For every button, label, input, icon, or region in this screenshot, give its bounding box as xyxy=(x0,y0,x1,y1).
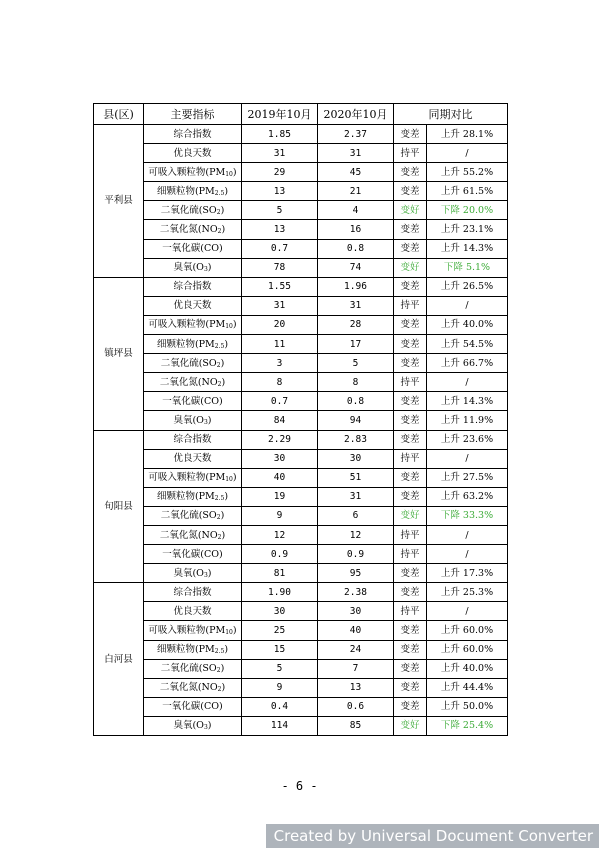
trend-change: 上升 11.9% xyxy=(427,411,508,430)
value-2019: 0.4 xyxy=(242,697,318,716)
indicator-tail: ) xyxy=(232,166,237,178)
table-row xyxy=(94,201,508,220)
indicator-name xyxy=(144,621,242,640)
page-number: - 6 - xyxy=(281,779,318,793)
trend-status: 变好 xyxy=(394,506,427,525)
value-2020: 5 xyxy=(318,354,394,373)
trend-status: 变差 xyxy=(394,697,427,716)
trend-change: 下降 25.4% xyxy=(427,716,508,735)
indicator-name xyxy=(144,258,242,277)
table-row xyxy=(94,583,508,602)
trend-status: 持平 xyxy=(394,545,427,564)
trend-change: 下降 5.1% xyxy=(427,258,508,277)
trend-status: 变差 xyxy=(394,163,427,182)
header-comparison: 同期对比 xyxy=(394,104,508,125)
indicator-subscript: 2.5 xyxy=(214,648,225,656)
table-row xyxy=(94,296,508,315)
value-2019: 9 xyxy=(242,506,318,525)
table-row xyxy=(94,144,508,163)
indicator-tail: ) xyxy=(232,472,237,484)
county-name: 白河县 xyxy=(94,583,144,736)
trend-change: 上升 63.2% xyxy=(427,487,508,506)
trend-status: 持平 xyxy=(394,602,427,621)
indicator-tail: ) xyxy=(221,224,226,236)
value-2020: 28 xyxy=(318,315,394,334)
indicator-label: 细颗粒物(PM xyxy=(156,644,215,656)
value-2019: 1.90 xyxy=(242,583,318,602)
table-row xyxy=(94,449,508,468)
trend-status: 持平 xyxy=(394,449,427,468)
indicator-label: 综合指数 xyxy=(173,586,212,598)
value-2019: 40 xyxy=(242,468,318,487)
value-2020: 13 xyxy=(318,678,394,697)
indicator-name xyxy=(144,315,242,334)
value-2019: 13 xyxy=(242,182,318,201)
trend-change: 上升 25.3% xyxy=(427,583,508,602)
trend-status: 变好 xyxy=(394,258,427,277)
trend-status: 持平 xyxy=(394,373,427,392)
indicator-label: 二氧化氮(NO xyxy=(159,682,218,694)
table-body xyxy=(94,125,508,736)
table-row xyxy=(94,182,508,201)
trend-change: 上升 26.5% xyxy=(427,277,508,296)
table-row xyxy=(94,487,508,506)
table-row xyxy=(94,602,508,621)
header-2019: 2019年10月 xyxy=(242,104,318,125)
indicator-name xyxy=(144,659,242,678)
indicator-name xyxy=(144,525,242,544)
indicator-name xyxy=(144,201,242,220)
trend-status: 变差 xyxy=(394,468,427,487)
indicator-name xyxy=(144,583,242,602)
county-name: 旬阳县 xyxy=(94,430,144,583)
indicator-subscript: 2 xyxy=(216,514,221,522)
indicator-name xyxy=(144,354,242,373)
indicator-subscript: 10 xyxy=(225,323,233,331)
value-2019: 11 xyxy=(242,335,318,354)
indicator-name xyxy=(144,373,242,392)
trend-change: / xyxy=(427,525,508,544)
value-2020: 31 xyxy=(318,487,394,506)
value-2019: 84 xyxy=(242,411,318,430)
trend-status: 变差 xyxy=(394,220,427,239)
indicator-name xyxy=(144,716,242,735)
value-2019: 31 xyxy=(242,296,318,315)
trend-status: 变好 xyxy=(394,716,427,735)
table-row xyxy=(94,716,508,735)
indicator-subscript: 2 xyxy=(217,228,222,236)
indicator-name xyxy=(144,144,242,163)
table-row xyxy=(94,277,508,296)
indicator-name xyxy=(144,182,242,201)
header-2020: 2020年10月 xyxy=(318,104,394,125)
indicator-label: 优良天数 xyxy=(173,605,212,617)
indicator-subscript: 2 xyxy=(216,361,221,369)
table-row xyxy=(94,315,508,334)
value-2020: 94 xyxy=(318,411,394,430)
value-2020: 2.83 xyxy=(318,430,394,449)
value-2019: 8 xyxy=(242,373,318,392)
indicator-name xyxy=(144,697,242,716)
trend-change: 上升 27.5% xyxy=(427,468,508,487)
indicator-label: 细颗粒物(PM xyxy=(156,338,215,350)
indicator-name xyxy=(144,564,242,583)
trend-status: 变差 xyxy=(394,678,427,697)
header-indicator: 主要指标 xyxy=(144,104,242,125)
converter-watermark: Created by Universal Document Converter xyxy=(266,824,599,848)
table-row xyxy=(94,258,508,277)
table-row xyxy=(94,411,508,430)
trend-status: 持平 xyxy=(394,144,427,163)
table-row xyxy=(94,525,508,544)
indicator-tail: ) xyxy=(207,567,212,579)
indicator-tail: ) xyxy=(207,414,212,426)
value-2019: 78 xyxy=(242,258,318,277)
indicator-label: 综合指数 xyxy=(173,128,212,140)
table-row xyxy=(94,354,508,373)
value-2019: 9 xyxy=(242,678,318,697)
trend-status: 变差 xyxy=(394,239,427,258)
value-2019: 20 xyxy=(242,315,318,334)
trend-change: 上升 60.0% xyxy=(427,621,508,640)
trend-change: / xyxy=(427,296,508,315)
trend-status: 变差 xyxy=(394,430,427,449)
indicator-name xyxy=(144,335,242,354)
value-2020: 6 xyxy=(318,506,394,525)
trend-change: 上升 40.0% xyxy=(427,659,508,678)
trend-status: 变差 xyxy=(394,640,427,659)
table-row xyxy=(94,163,508,182)
indicator-label: 可吸入颗粒物(PM xyxy=(148,166,226,178)
table-row xyxy=(94,506,508,525)
indicator-label: 优良天数 xyxy=(173,300,212,312)
trend-status: 变差 xyxy=(394,125,427,144)
value-2019: 25 xyxy=(242,621,318,640)
trend-change: / xyxy=(427,144,508,163)
county-name: 平利县 xyxy=(94,125,144,278)
indicator-subscript: 10 xyxy=(225,628,233,636)
indicator-label: 一氧化碳(CO) xyxy=(162,243,223,255)
value-2020: 0.9 xyxy=(318,545,394,564)
indicator-name xyxy=(144,506,242,525)
indicator-label: 二氧化硫(SO xyxy=(160,663,217,675)
indicator-subscript: 2 xyxy=(217,533,222,541)
indicator-subscript: 2.5 xyxy=(214,342,225,350)
value-2020: 74 xyxy=(318,258,394,277)
indicator-tail: ) xyxy=(221,529,226,541)
table-row xyxy=(94,640,508,659)
trend-change: 上升 28.1% xyxy=(427,125,508,144)
value-2019: 30 xyxy=(242,449,318,468)
value-2020: 0.8 xyxy=(318,392,394,411)
indicator-label: 一氧化碳(CO) xyxy=(162,548,223,560)
table-row xyxy=(94,430,508,449)
table-row xyxy=(94,468,508,487)
trend-change: / xyxy=(427,449,508,468)
indicator-tail: ) xyxy=(232,624,237,636)
indicator-label: 臭氧(O xyxy=(173,567,204,579)
trend-status: 变差 xyxy=(394,354,427,373)
table-row xyxy=(94,564,508,583)
trend-status: 变差 xyxy=(394,315,427,334)
trend-status: 变差 xyxy=(394,659,427,678)
indicator-name xyxy=(144,602,242,621)
value-2020: 40 xyxy=(318,621,394,640)
table-row xyxy=(94,239,508,258)
value-2020: 24 xyxy=(318,640,394,659)
indicator-name xyxy=(144,430,242,449)
table-row xyxy=(94,220,508,239)
indicator-subscript: 2.5 xyxy=(214,189,225,197)
indicator-label: 可吸入颗粒物(PM xyxy=(148,624,226,636)
value-2020: 31 xyxy=(318,144,394,163)
table-row xyxy=(94,125,508,144)
indicator-tail: ) xyxy=(224,338,229,350)
indicator-tail: ) xyxy=(207,262,212,274)
indicator-subscript: 10 xyxy=(225,476,233,484)
indicator-label: 一氧化碳(CO) xyxy=(162,395,223,407)
value-2019: 0.9 xyxy=(242,545,318,564)
trend-change: / xyxy=(427,373,508,392)
indicator-label: 细颗粒物(PM xyxy=(156,185,215,197)
value-2020: 30 xyxy=(318,602,394,621)
value-2020: 85 xyxy=(318,716,394,735)
value-2019: 0.7 xyxy=(242,239,318,258)
indicator-name xyxy=(144,239,242,258)
trend-change: 上升 23.1% xyxy=(427,220,508,239)
table-row xyxy=(94,678,508,697)
indicator-name xyxy=(144,449,242,468)
trend-change: 下降 33.3% xyxy=(427,506,508,525)
indicator-tail: ) xyxy=(207,720,212,732)
indicator-label: 优良天数 xyxy=(173,453,212,465)
trend-status: 变差 xyxy=(394,335,427,354)
trend-status: 变差 xyxy=(394,411,427,430)
trend-change: 上升 66.7% xyxy=(427,354,508,373)
table-row xyxy=(94,335,508,354)
trend-change: 下降 20.0% xyxy=(427,201,508,220)
indicator-subscript: 2 xyxy=(216,667,221,675)
trend-change: 上升 54.5% xyxy=(427,335,508,354)
trend-change: / xyxy=(427,602,508,621)
indicator-tail: ) xyxy=(220,204,225,216)
value-2019: 1.55 xyxy=(242,277,318,296)
value-2019: 3 xyxy=(242,354,318,373)
trend-status: 变差 xyxy=(394,277,427,296)
value-2020: 7 xyxy=(318,659,394,678)
value-2020: 2.37 xyxy=(318,125,394,144)
table-row xyxy=(94,373,508,392)
indicator-label: 臭氧(O xyxy=(173,720,204,732)
indicator-label: 细颗粒物(PM xyxy=(156,491,215,503)
indicator-label: 二氧化硫(SO xyxy=(160,357,217,369)
value-2020: 0.6 xyxy=(318,697,394,716)
indicator-subscript: 2 xyxy=(217,380,222,388)
county-name: 镇坪县 xyxy=(94,277,144,430)
indicator-tail: ) xyxy=(221,376,226,388)
indicator-label: 可吸入颗粒物(PM xyxy=(148,472,226,484)
indicator-subscript: 3 xyxy=(203,724,208,732)
table-row xyxy=(94,659,508,678)
trend-change: 上升 55.2% xyxy=(427,163,508,182)
value-2020: 51 xyxy=(318,468,394,487)
table-row xyxy=(94,392,508,411)
indicator-name xyxy=(144,277,242,296)
indicator-name xyxy=(144,487,242,506)
table-row xyxy=(94,697,508,716)
indicator-name xyxy=(144,545,242,564)
value-2019: 15 xyxy=(242,640,318,659)
value-2020: 2.38 xyxy=(318,583,394,602)
value-2019: 13 xyxy=(242,220,318,239)
indicator-subscript: 10 xyxy=(225,170,233,178)
trend-change: 上升 14.3% xyxy=(427,239,508,258)
value-2020: 4 xyxy=(318,201,394,220)
trend-change: 上升 44.4% xyxy=(427,678,508,697)
indicator-subscript: 2 xyxy=(217,686,222,694)
trend-change: / xyxy=(427,545,508,564)
indicator-name xyxy=(144,411,242,430)
value-2019: 5 xyxy=(242,201,318,220)
table-header-row xyxy=(94,104,508,125)
indicator-label: 二氧化氮(NO xyxy=(159,376,218,388)
indicator-name xyxy=(144,220,242,239)
indicator-label: 可吸入颗粒物(PM xyxy=(148,319,226,331)
value-2020: 0.8 xyxy=(318,239,394,258)
trend-status: 变差 xyxy=(394,621,427,640)
value-2019: 12 xyxy=(242,525,318,544)
indicator-label: 二氧化氮(NO xyxy=(159,529,218,541)
value-2019: 81 xyxy=(242,564,318,583)
trend-status: 变差 xyxy=(394,564,427,583)
trend-status: 变差 xyxy=(394,487,427,506)
indicator-tail: ) xyxy=(220,663,225,675)
header-county: 县(区) xyxy=(94,104,144,125)
indicator-tail: ) xyxy=(220,357,225,369)
value-2019: 2.29 xyxy=(242,430,318,449)
indicator-name xyxy=(144,678,242,697)
trend-change: 上升 50.0% xyxy=(427,697,508,716)
value-2019: 5 xyxy=(242,659,318,678)
trend-status: 变差 xyxy=(394,392,427,411)
trend-status: 持平 xyxy=(394,296,427,315)
value-2019: 0.7 xyxy=(242,392,318,411)
indicator-name xyxy=(144,125,242,144)
indicator-subscript: 2 xyxy=(216,208,221,216)
value-2020: 30 xyxy=(318,449,394,468)
indicator-name xyxy=(144,296,242,315)
trend-status: 持平 xyxy=(394,525,427,544)
indicator-subscript: 3 xyxy=(203,571,208,579)
indicator-tail: ) xyxy=(224,185,229,197)
indicator-label: 二氧化氮(NO xyxy=(159,224,218,236)
trend-status: 变好 xyxy=(394,201,427,220)
trend-change: 上升 60.0% xyxy=(427,640,508,659)
value-2020: 45 xyxy=(318,163,394,182)
indicator-subscript: 3 xyxy=(203,418,208,426)
indicator-subscript: 3 xyxy=(203,266,208,274)
table-row xyxy=(94,621,508,640)
value-2020: 17 xyxy=(318,335,394,354)
value-2019: 19 xyxy=(242,487,318,506)
indicator-name xyxy=(144,163,242,182)
value-2020: 16 xyxy=(318,220,394,239)
indicator-label: 综合指数 xyxy=(173,281,212,293)
value-2020: 12 xyxy=(318,525,394,544)
indicator-name xyxy=(144,468,242,487)
indicator-name xyxy=(144,640,242,659)
indicator-label: 二氧化硫(SO xyxy=(160,510,217,522)
indicator-tail: ) xyxy=(220,510,225,522)
value-2019: 30 xyxy=(242,602,318,621)
value-2019: 31 xyxy=(242,144,318,163)
air-quality-table xyxy=(93,103,508,736)
trend-status: 变差 xyxy=(394,583,427,602)
indicator-tail: ) xyxy=(224,644,229,656)
trend-change: 上升 14.3% xyxy=(427,392,508,411)
table-row xyxy=(94,545,508,564)
indicator-label: 臭氧(O xyxy=(173,414,204,426)
indicator-label: 臭氧(O xyxy=(173,262,204,274)
indicator-name xyxy=(144,392,242,411)
value-2020: 1.96 xyxy=(318,277,394,296)
value-2020: 95 xyxy=(318,564,394,583)
indicator-label: 综合指数 xyxy=(173,434,212,446)
trend-change: 上升 23.6% xyxy=(427,430,508,449)
trend-change: 上升 61.5% xyxy=(427,182,508,201)
value-2019: 1.85 xyxy=(242,125,318,144)
indicator-label: 一氧化碳(CO) xyxy=(162,701,223,713)
indicator-tail: ) xyxy=(232,319,237,331)
trend-change: 上升 40.0% xyxy=(427,315,508,334)
value-2019: 114 xyxy=(242,716,318,735)
trend-change: 上升 17.3% xyxy=(427,564,508,583)
indicator-label: 优良天数 xyxy=(173,147,212,159)
indicator-tail: ) xyxy=(224,491,229,503)
indicator-label: 二氧化硫(SO xyxy=(160,204,217,216)
indicator-subscript: 2.5 xyxy=(214,495,225,503)
value-2019: 29 xyxy=(242,163,318,182)
indicator-tail: ) xyxy=(221,682,226,694)
value-2020: 31 xyxy=(318,296,394,315)
value-2020: 8 xyxy=(318,373,394,392)
value-2020: 21 xyxy=(318,182,394,201)
trend-status: 变差 xyxy=(394,182,427,201)
